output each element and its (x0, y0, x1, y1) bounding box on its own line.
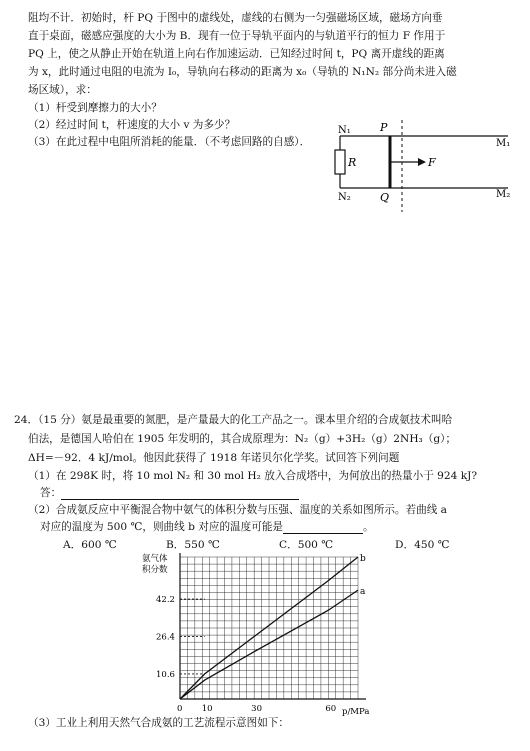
answer-label: 答： (40, 487, 62, 499)
label-n1: N₁ (338, 125, 351, 136)
p23-line-2: 直于桌面，磁感应强度的大小为 B．现有一位于导轨平面内的与轨道平行的恒力 F 作用于 (28, 30, 446, 42)
p24-line-1: 24．（15 分）氨是最重要的氮肥，是产量最大的化工产品之一。课本里介绍的合成氨技术叫哈 (14, 414, 453, 426)
p23-line-1: 阻均不计．初始时，杆 PQ 于图中的虚线处，虚线的右侧为一匀强磁场区域，磁场方向垂 (28, 12, 443, 24)
p24-line-3: ΔH=－92．4 kJ/mol。他因此获得了 1918 年诺贝尔化学奖。试回答下列问题 (28, 452, 400, 464)
p24-question-1: （1）在 298K 时，将 10 mol N₂ 和 30 mol H₂ 放入合成塔中，为何放出的热量小于 924 kJ? (28, 470, 478, 482)
y-tick-label: 26.4 (156, 632, 175, 643)
chart-axes (180, 553, 366, 699)
label-p: P (380, 121, 388, 134)
option-b: B．550 ℃ (166, 539, 220, 551)
p23-question-3: （3）在此过程中电阻所消耗的能量．（不考虑回路的自感）． (28, 136, 311, 148)
p24-answer-row (40, 486, 299, 500)
curve-label-a: a (360, 587, 366, 598)
option-a: A．600 ℃ (63, 539, 117, 551)
x-tick-label: 0 (177, 704, 183, 714)
p24-question-3: （3）工业上利用天然气合成氨的工艺流程示意图如下： (28, 717, 289, 729)
y-axis-label-1: 氨气体 (142, 554, 168, 564)
p23-line-3: PQ 上，使之从静止开始在轨道上向右作加速运动．已知经过时间 t，PQ 离开虚线的距离 (28, 48, 445, 60)
y-axis-label-2: 积分数 (142, 565, 168, 575)
rail-circuit-figure (318, 118, 518, 214)
label-n2: N₂ (338, 192, 351, 203)
ammonia-fraction-chart (140, 547, 380, 722)
label-m1: M₁ (496, 138, 511, 149)
p23-question-2: （2）经过时间 t，杆速度的大小 v 为多少？ (28, 119, 236, 131)
temperature-blank[interactable] (283, 522, 363, 534)
p23-line-5: 场区域），求： (28, 84, 97, 96)
p23-question-1: （1）杆受到摩擦力的大小？ (28, 102, 162, 114)
y-tick-label: 42.2 (156, 595, 175, 606)
option-c: C．500 ℃ (279, 539, 334, 551)
label-m2: M₂ (496, 189, 511, 200)
answer-blank[interactable] (61, 488, 299, 500)
x-tick-label: 10 (201, 704, 213, 714)
y-tick-label: 10.6 (156, 669, 175, 680)
x-axis-label: p/MPa (342, 707, 370, 717)
option-d: D．450 ℃ (395, 539, 450, 551)
p23-line-4: 为 x，此时通过电阻的电流为 I₀，导轨向右移动的距离为 x₀（导轨的 N₁N₂ 部分尚未进入磁 (28, 66, 457, 78)
p24-question-2-line-1: （2）合成氨反应中平衡混合物中氨气的体积分数与压强、温度的关系如图所示。若曲线 a (28, 504, 447, 516)
x-tick-label: 30 (251, 704, 262, 714)
label-q: Q (380, 191, 390, 204)
curve-label-b: b (360, 554, 366, 564)
x-tick-label: 60 (325, 704, 337, 714)
label-r: R (348, 156, 357, 169)
label-f: F (428, 156, 436, 169)
p24-line-2: 伯法，是德国人哈伯在 1905 年发明的，其合成原理为：N₂（g）+3H₂（g）2NH₃（g）； (28, 433, 457, 445)
resistor (335, 150, 345, 174)
p24-question-2-line-2: 对应的温度为 500 ℃，则曲线 b 对应的温度可能是 。 (40, 521, 374, 533)
